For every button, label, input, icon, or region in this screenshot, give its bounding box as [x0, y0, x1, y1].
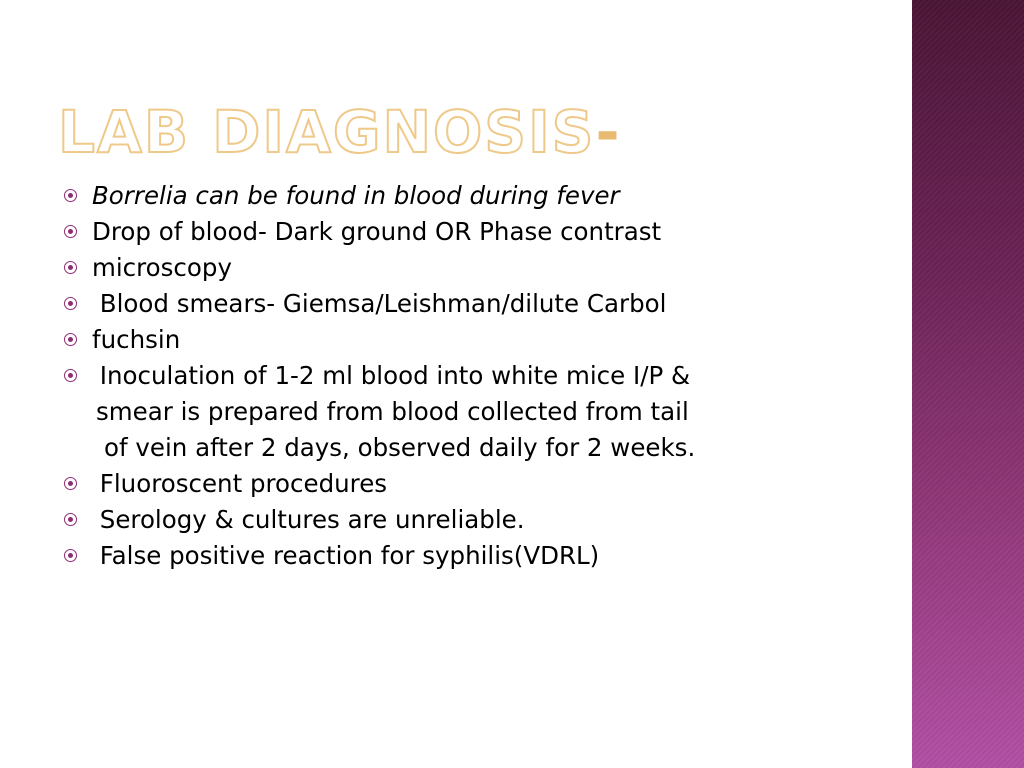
bullet-item: [62, 358, 862, 394]
bullet-text: fuchsin: [92, 325, 181, 354]
bullet-text: of vein after 2 days, observed daily for 2 weeks.: [104, 433, 696, 462]
bullet-text: False positive reaction for syphilis(VDRL): [92, 541, 600, 570]
circle-dot-bullet-icon: [64, 369, 77, 382]
circle-dot-bullet-icon: [64, 333, 77, 346]
circle-dot-bullet-icon: [64, 513, 77, 526]
bullet-item: [62, 538, 862, 574]
bullet-item: [62, 322, 862, 358]
circle-dot-bullet-icon: [64, 297, 77, 310]
bullet-text: Serology & cultures are unreliable.: [92, 505, 525, 534]
bullet-text: Drop of blood- Dark ground OR Phase contrast: [92, 217, 662, 246]
bullet-text: smear is prepared from blood collected from tail: [96, 397, 689, 426]
circle-dot-bullet-icon: [64, 225, 77, 238]
decorative-side-bar: [912, 0, 1024, 768]
bullet-text: Fluoroscent procedures: [92, 469, 388, 498]
bullet-text: microscopy: [92, 253, 232, 282]
bullet-list: [62, 178, 862, 574]
bullet-text: Inoculation of 1-2 ml blood into white mice I/P &: [92, 361, 691, 390]
circle-dot-bullet-icon: [64, 261, 77, 274]
bullet-text: Blood smears- Giemsa/Leishman/dilute Carbol: [92, 289, 667, 318]
bullet-item: [62, 466, 862, 502]
bullet-item: [62, 178, 862, 214]
bullet-item: [62, 250, 862, 286]
slide-title-text: LAB DIAGNOSIS: [58, 98, 596, 166]
bullet-text: Borrelia can be found in blood during fever: [92, 181, 620, 210]
bullet-item: [62, 502, 862, 538]
slide-title-suffix: -: [595, 98, 622, 166]
slide-title: [58, 100, 622, 164]
circle-dot-bullet-icon: [64, 477, 77, 490]
circle-dot-bullet-icon: [64, 549, 77, 562]
bullet-item: [62, 214, 862, 250]
bullet-continuation-line: [62, 394, 862, 430]
bullet-item: [62, 286, 862, 322]
circle-dot-bullet-icon: [64, 189, 77, 202]
bullet-continuation-line: [62, 430, 862, 466]
